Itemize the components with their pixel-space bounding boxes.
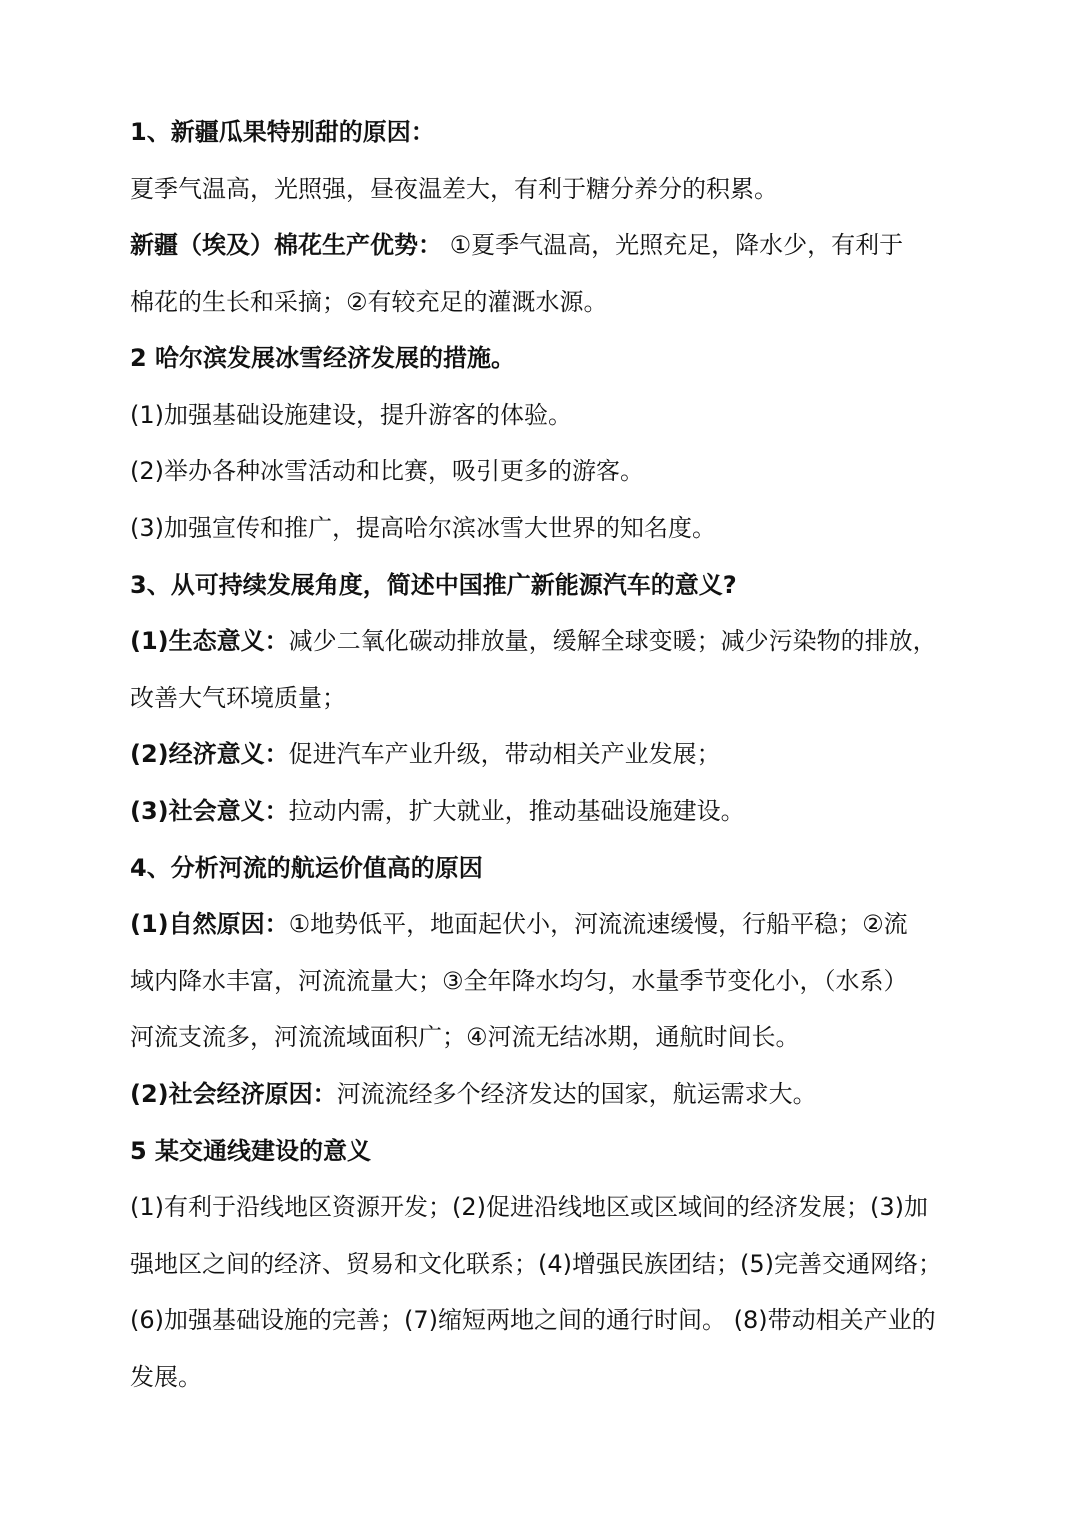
econ-label: (2)经济意义：	[130, 740, 289, 768]
section-2-item-3: (3)加强宣传和推广，提高哈尔滨冰雪大世界的知名度。	[130, 514, 716, 542]
econ-text: 促进汽车产业升级，带动相关产业发展；	[288, 740, 721, 768]
soc-label: (3)社会意义：	[130, 797, 289, 825]
nat-line-3: 河流支流多，河流流域面积广；④河流无结冰期，通航时间长。	[130, 1023, 800, 1051]
section-5-line-3: (6)加强基础设施的完善；(7)缩短两地之间的通行时间。 (8)带动相关产业的	[130, 1306, 936, 1334]
nat-label: (1)自然原因：	[130, 910, 289, 938]
section-1-text: 夏季气温高，光照强，昼夜温差大，有利于糖分养分的积累。	[130, 175, 778, 203]
eco-line-2: 改善大气环境质量；	[130, 684, 346, 712]
section-5-line-1: (1)有利于沿线地区资源开发；(2)促进沿线地区或区域间的经济发展；(3)加	[130, 1193, 928, 1221]
eco-label: (1)生态意义：	[130, 627, 289, 655]
section-2-item-2: (2)举办各种冰雪活动和比赛，吸引更多的游客。	[130, 457, 644, 485]
cotton-line-2: 棉花的生长和采摘；②有较充足的灌溉水源。	[130, 288, 608, 316]
section-5-line-2: 强地区之间的经济、贸易和文化联系；(4)增强民族团结；(5)完善交通网络；	[130, 1250, 942, 1278]
section-4-heading: 4、分析河流的航运价值高的原因	[130, 854, 483, 882]
nat-line-2: 域内降水丰富，河流流量大；③全年降水均匀，水量季节变化小，（水系）	[130, 967, 908, 995]
eco-text-1: 减少二氧化碳动排放量，缓解全球变暖；减少污染物的排放，	[288, 627, 937, 655]
eco-line-1	[130, 623, 937, 659]
se-text: 河流流经多个经济发达的国家，航运需求大。	[336, 1080, 817, 1108]
section-5-heading: 5 某交通线建设的意义	[130, 1137, 372, 1165]
section-2-heading: 2 哈尔滨发展冰雪经济发展的措施。	[130, 344, 516, 372]
econ-line	[130, 736, 721, 772]
cotton-text-1: ①夏季气温高，光照充足，降水少，有利于	[442, 231, 904, 259]
soc-line	[130, 793, 745, 829]
se-line	[130, 1076, 817, 1112]
cotton-label: 新疆（埃及）棉花生产优势：	[130, 231, 442, 259]
section-5-line-4: 发展。	[130, 1363, 202, 1391]
section-2-item-1: (1)加强基础设施建设，提升游客的体验。	[130, 401, 572, 429]
nat-text-1: ①地势低平，地面起伏小，河流流速缓慢，行船平稳；②流	[288, 910, 908, 938]
nat-line-1	[130, 906, 908, 942]
se-label: (2)社会经济原因：	[130, 1080, 337, 1108]
section-1-heading: 1、新疆瓜果特别甜的原因：	[130, 118, 435, 146]
section-3-heading: 3、从可持续发展角度，简述中国推广新能源汽车的意义?	[130, 571, 737, 599]
soc-text: 拉动内需，扩大就业，推动基础设施建设。	[288, 797, 745, 825]
cotton-line-1	[130, 227, 903, 263]
